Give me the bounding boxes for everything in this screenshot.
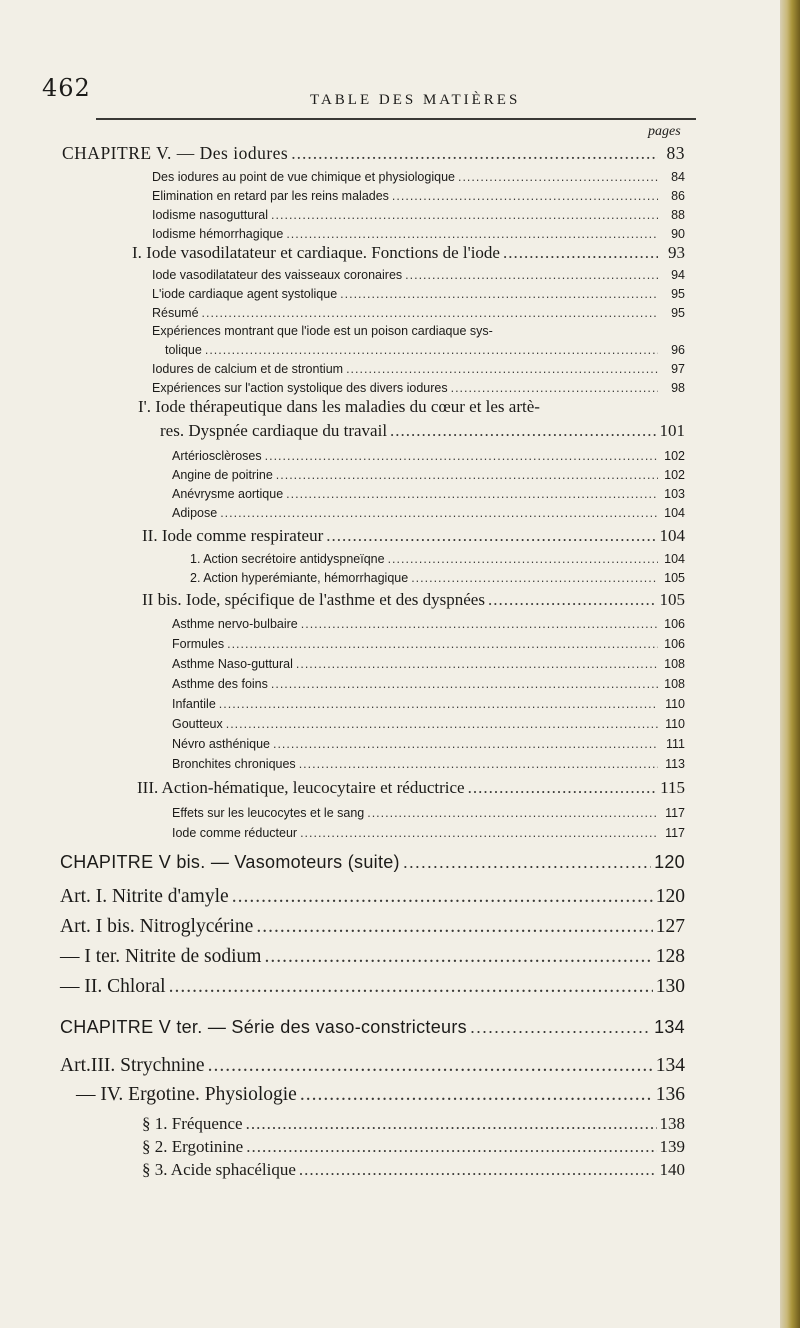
toc-entry: 2. Action hyperémiante, hémorrhagique ..... 105: [190, 571, 685, 585]
toc-entry: Résumé ..... 95: [152, 306, 685, 320]
toc-entry: Expériences montrant que l'iode est un poison cardiaque sys-: [152, 324, 493, 338]
toc-entry: III. Action-hématique, leucocytaire et réductrice ..... 115: [137, 778, 685, 798]
pages-column-label: pages: [648, 124, 681, 139]
toc-entry: Bronchites chroniques ..... 113: [172, 757, 685, 771]
running-head: TABLE DES MATIÈRES: [310, 92, 521, 108]
toc-entry: Elimination en retard par les reins malades ..... 86: [152, 189, 685, 203]
toc-entry: Angine de poitrine ..... 102: [172, 468, 685, 482]
toc-entry: res. Dyspnée cardiaque du travail ..... 101: [160, 421, 685, 441]
toc-entry: Goutteux ..... 110: [172, 717, 685, 731]
toc-entry: Expériences sur l'action systolique des divers iodures ..... 98: [152, 381, 685, 395]
toc-entry: Effets sur les leucocytes et le sang ..... 117: [172, 806, 685, 820]
toc-entry: Art. I. Nitrite d'amyle ..... 120: [60, 886, 685, 908]
toc-entry: I'. Iode thérapeutique dans les maladies du cœur et les artè-: [138, 397, 540, 416]
toc-entry: tolique ..... 96: [165, 343, 685, 357]
toc-entry: Asthme Naso-guttural ..... 108: [172, 657, 685, 671]
toc-entry: II. Iode comme respirateur ..... 104: [142, 526, 685, 546]
toc-entry: Asthme nervo-bulbaire ..... 106: [172, 617, 685, 631]
toc-entry: Adipose ..... 104: [172, 506, 685, 520]
toc-entry: Asthme des foins ..... 108: [172, 677, 685, 691]
toc-entry: Des iodures au point de vue chimique et physiologique ..... 84: [152, 170, 685, 184]
toc-entry: Artériosclèroses ..... 102: [172, 449, 685, 463]
toc-entry: Infantile ..... 110: [172, 697, 685, 711]
toc-entry: § 2. Ergotinine ..... 139: [142, 1137, 685, 1157]
toc-entry: — II. Chloral ..... 130: [60, 976, 685, 998]
toc-entry: § 1. Fréquence ..... 138: [142, 1114, 685, 1134]
toc-entry: CHAPITRE V ter. — Série des vaso-constricteurs ..... 134: [60, 1017, 685, 1038]
toc-entry: Formules ..... 106: [172, 637, 685, 651]
toc-entry: CHAPITRE V bis. — Vasomoteurs (suite) ..... 120: [60, 852, 685, 873]
toc-entry: Iode vasodilatateur des vaisseaux coronaires ..... 94: [152, 268, 685, 282]
toc-entry: Iodures de calcium et de strontium ..... 97: [152, 362, 685, 376]
toc-entry: § 3. Acide sphacélique ..... 140: [142, 1160, 685, 1180]
toc-entry: Art. I bis. Nitroglycérine ..... 127: [60, 916, 685, 938]
toc-entry: Iode comme réducteur ..... 117: [172, 826, 685, 840]
toc-entry: Anévrysme aortique ..... 103: [172, 487, 685, 501]
toc-entry: Art.III. Strychnine ..... 134: [60, 1055, 685, 1077]
toc-entry: I. Iode vasodilatateur et cardiaque. Fonctions de l'iode ..... 93: [132, 243, 685, 263]
toc-entry: — I ter. Nitrite de sodium ..... 128: [60, 946, 685, 968]
toc-entry: — IV. Ergotine. Physiologie ..... 136: [76, 1084, 685, 1106]
page-number: 462: [42, 74, 91, 102]
toc-entry: Iodisme hémorrhagique ..... 90: [152, 227, 685, 241]
toc-entry: L'iode cardiaque agent systolique ..... 95: [152, 287, 685, 301]
toc-entry: CHAPITRE V. — Des iodures ..... 83: [62, 143, 685, 164]
toc-entry: 1. Action secrétoire antidyspneïqne ..... 104: [190, 552, 685, 566]
toc-entry: Iodisme nasoguttural ..... 88: [152, 208, 685, 222]
toc-entry: Névro asthénique ..... 111: [172, 737, 685, 751]
toc-entry: II bis. Iode, spécifique de l'asthme et des dyspnées ..... 105: [142, 590, 685, 610]
